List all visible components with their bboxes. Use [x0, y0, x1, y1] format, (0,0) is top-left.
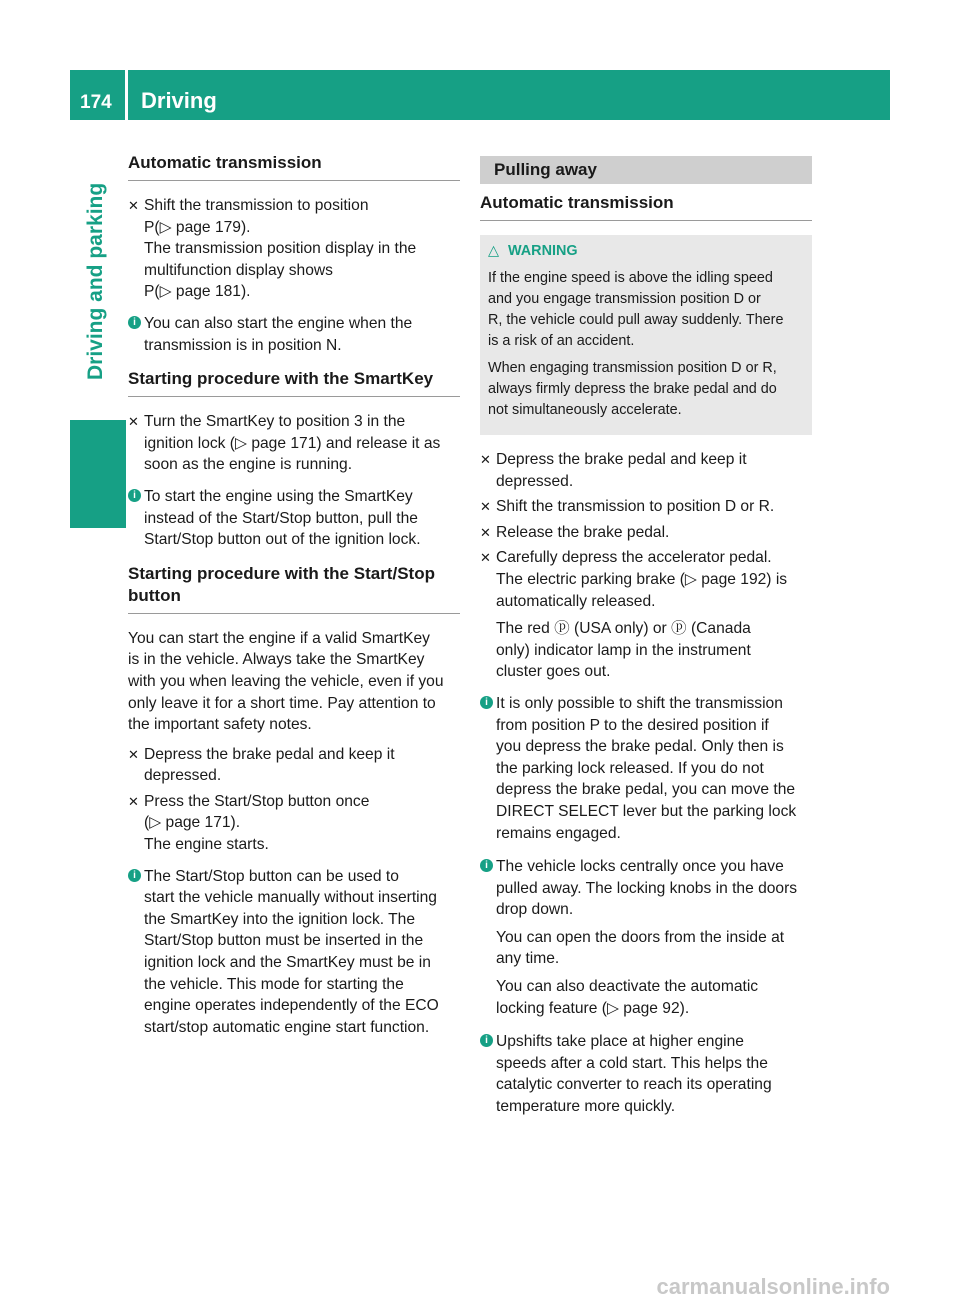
left-column — [128, 152, 460, 1050]
step-marker-icon: ✕ — [480, 499, 491, 515]
step-marker-icon: ✕ — [128, 746, 139, 762]
step-shift-to-p: ✕ Shift the transmission to position P(▷ page 179). The transmission position display in the multifunction display shows P(▷ page 181). — [128, 197, 417, 301]
warning-title: △ WARNING — [488, 241, 804, 262]
step-press-start-stop: ✕ Press the Start/Stop button once (▷ page 171). The engine starts. — [128, 792, 370, 854]
warning-paragraph: When engaging transmission position D or R, always firmly depress the brake pedal and do not simultaneously accelerate. — [488, 360, 777, 418]
info-icon: i — [480, 859, 493, 872]
page-number: 174 — [80, 92, 112, 113]
info-note: i The Start/Stop button can be used to start the vehicle manually without inserting the SmartKey into the ignition lock. The Start/Stop button must be inserted in the ignition lock and the SmartKey must be in the vehicle. This mode for starting the engine operates independently of the ECO start/stop automatic engine start function. — [128, 866, 460, 1039]
info-icon: i — [480, 1034, 493, 1047]
step-depress-brake: ✕ Depress the brake pedal and keep it depressed. — [128, 745, 395, 785]
heading-smartkey: Starting procedure with the SmartKey — [128, 368, 460, 397]
step-release-brake: ✕ Release the brake pedal. — [480, 522, 812, 544]
info-note: i It is only possible to shift the transmission from position P to the desired position if you depress the brake pedal. Only then is the parking lock released. If you do not depress the brake pedal, you can move the DIRECT SELECT lever but the parking lock remains engaged. — [480, 693, 812, 844]
step-marker-icon: ✕ — [480, 452, 491, 467]
info-icon: i — [480, 696, 493, 709]
step-shift-d-or-r: ✕ Shift the transmission to position D or R. — [480, 496, 812, 518]
step-marker-icon: ✕ — [128, 414, 139, 430]
info-icon: i — [128, 869, 141, 882]
heading-automatic-transmission-right: Automatic transmission — [480, 192, 812, 221]
info-note: i To start the engine using the SmartKey instead of the Start/Stop button, pull the Start/Stop button out of the ignition lock. — [128, 486, 460, 551]
info-icon: i — [128, 489, 141, 502]
warning-box — [480, 235, 812, 435]
side-section-label: Driving and parking — [84, 182, 107, 380]
watermark: carmanualsonline.info — [656, 1274, 890, 1299]
info-note: i You can also start the engine when the transmission is in position N. — [128, 313, 460, 356]
info-icon: i — [128, 316, 141, 329]
step-marker-icon: ✕ — [480, 524, 491, 540]
info-note: i The vehicle locks centrally once you have pulled away. The locking knobs in the doors drop down. You can open the doors from the inside at any time. You can also deactivate the automatic locking feature (▷ page 92). — [480, 856, 812, 1019]
warning-paragraph: If the engine speed is above the idling speed and you engage transmission position D or R, the vehicle could pull away suddenly. There is a risk of an accident. — [488, 270, 784, 349]
side-tab-block — [70, 420, 126, 528]
chapter-title: Driving — [141, 88, 217, 113]
heading-start-stop: Starting procedure with the Start/Stop button — [128, 563, 460, 614]
step-marker-icon: ✕ — [480, 550, 491, 566]
step-turn-smartkey: ✕ Turn the SmartKey to position 3 in the ignition lock (▷ page 171) and release it as soon as the engine is running. — [128, 413, 441, 474]
section-band-pulling-away: Pulling away — [480, 156, 812, 184]
step-depress-accelerator: ✕ Carefully depress the accelerator pedal. The electric parking brake (▷ page 192) is automatically released. The red ⓟ (USA only) or ⓟ (Canada only) indicator lamp in the instrument cluster goes out. — [480, 549, 788, 681]
step-marker-icon: ✕ — [128, 793, 139, 809]
header-separator — [125, 70, 128, 120]
info-note: i Upshifts take place at higher engine speeds after a cold start. This helps the catalytic converter to reach its operating temperature more quickly. — [480, 1031, 812, 1117]
step-marker-icon: ✕ — [128, 198, 139, 213]
step-depress-brake-right: ✕ Depress the brake pedal and keep it depressed. — [480, 451, 747, 490]
heading-automatic-transmission: Automatic transmission — [128, 152, 460, 181]
intro-paragraph: You can start the engine if a valid SmartKey is in the vehicle. Always take the SmartKey with you when leaving the vehicle, even if you only leave it for a short time. Pay attention to the important safety notes. — [128, 629, 444, 734]
warning-triangle-icon: △ — [488, 243, 500, 259]
right-column — [480, 156, 812, 1130]
